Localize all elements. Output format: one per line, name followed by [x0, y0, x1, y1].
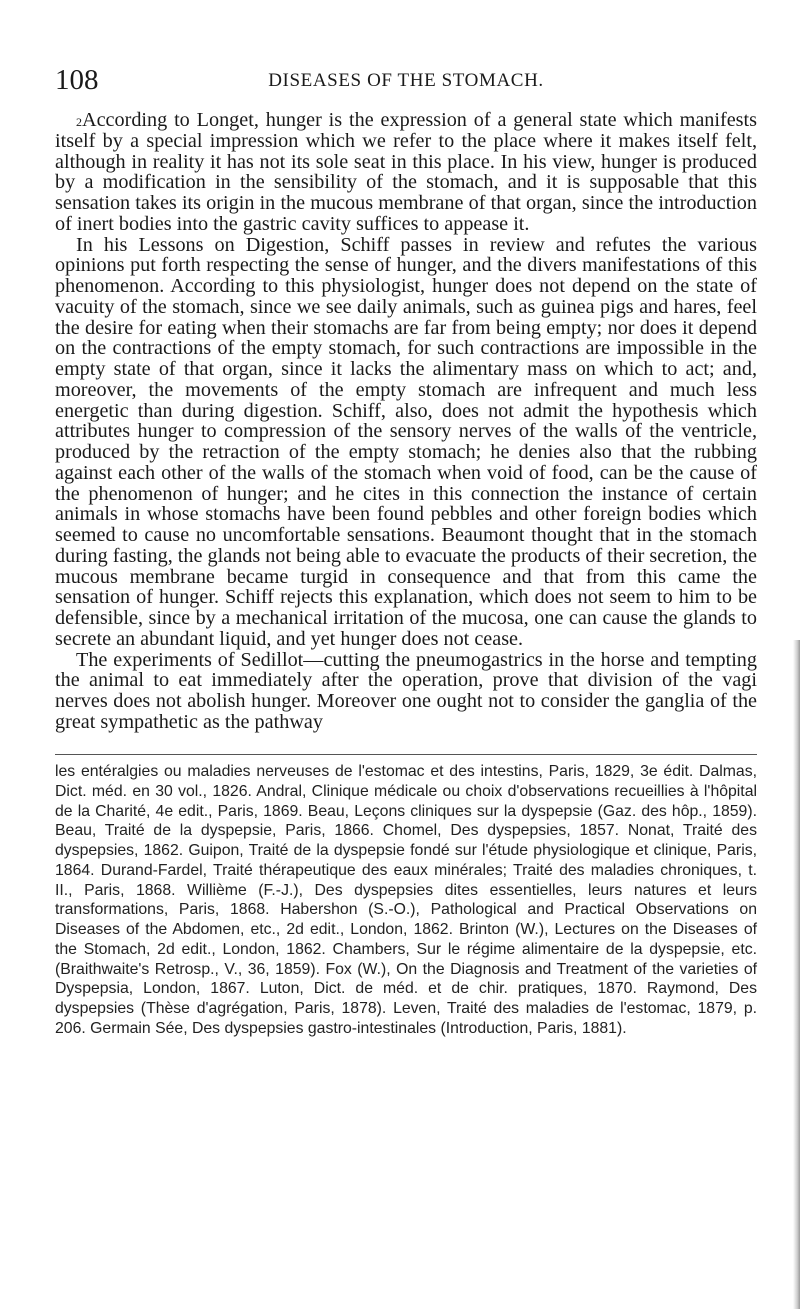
page-edge-shadow [793, 640, 800, 1309]
paragraph-text: According to Longet, hunger is the expression of a general state which manifests itself by a special impression which we refer to the place where it makes itself felt, although in reality it has not its sole seat in this place. In his view, hunger is produced by a modification in the sensibility of the stomach, and it is supposable that this sensation takes its origin in the mucous membrane of that organ, since the introduction of inert bodies into the gastric cavity suffices to appease it. [55, 109, 757, 235]
paragraph-sedillot: The experiments of Sedillot—cutting the pneumogastrics in the horse and tempting the animal to eat immediately after the operation, prove that division of the vagi nerves does not abolish hunger. Moreover one ought not to consider the ganglia of the great sympathetic as the pathway [55, 648, 757, 733]
footnote-text: les entéralgies ou maladies nerveuses de l'estomac et des intestins, Paris, 1829, 3e édit. Dalmas, Dict. méd. en 30 vol., 1826. Andral, Clinique médicale ou choix d'observations recueillies à l'hôpital de la Charité, 4e edit., Paris, 1869. Beau, Leçons cliniques sur la dyspepsie (Gaz. des hôp., 1859). Beau, Traité de la dyspepsie, Paris, 1866. Chomel, Des dyspepsies, 1857. Nonat, Traité des dyspepsies, 1862. Guipon, Traité de la dyspepsie fondé sur l'étude physiologique et clinique, Paris, 1864. Durand-Fardel, Traité thérapeutique des eaux minérales; Traité des maladies chroniques, t. II., Paris, 1868. Willième (F.-J.), Des dyspepsies dites essentielles, leurs natures et leurs transformations, Paris, 1868. Habershon (S.-O.), Pathological and Practical Observations on Diseases of the Abdomen, etc., 2d edit., London, 1862. Brinton (W.), Lectures on the Diseases of the Stomach, 2d edit., London, 1862. Chambers, Sur le régime alimentaire de la dyspepsie, etc. (Braithwaite's Retrosp., V., 36, 1859). Fox (W.), On the Diagnosis and Treatment of the varieties of Dyspepsia, London, 1867. Luton, Dict. de méd. et de chir. pratiques, 1870. Raymond, Des dyspepsies (Thèse d'agrégation, Paris, 1878). Leven, Traité des maladies de l'estomac, 1879, p. 206. Germain Sée, Des dyspepsies gastro-intestinales (Introduction, Paris, 1881). [55, 763, 757, 1037]
paragraph-schiff: In his Lessons on Digestion, Schiff passes in review and refutes the various opinions put forth respecting the sense of hunger, and the divers manifestations of this phenomenon. According to this physiologist, hunger does not depend on the state of vacuity of the stomach, since we see daily animals, such as guinea pigs and hares, feel the desire for eating when their stomachs are far from being empty; nor does it depend on the contractions of the empty stomach, for such contractions are impossible in the empty state of that organ, since it lacks the alimentary mass on which to act; and, moreover, the movements of the empty stomach are infrequent and much less energetic than during digestion. Schiff, also, does not admit the hypothesis which attributes hunger to compression of the sensory nerves of the walls of the ventricle, produced by the retraction of the empty stomach; he denies also that the rubbing against each other of the walls of the stomach when void of food, can be the cause of the phenomenon of hunger; and he cites in this connection the instance of certain animals in whose stomachs have been found pebbles and other foreign bodies which seemed to cause no uncomfortable sensations. Beaumont thought that in the stomach during fasting, the glands not being able to evacuate the products of their secretion, the mucous membrane became turgid in consequence and that from this came the sensation of hunger. Schiff rejects this explanation, which does not seem to him to be defensible, since by a mechanical irritation of the mucosa, one can cause the glands to secrete an abundant liquid, and yet hunger does not cease. [55, 233, 757, 650]
page-header [55, 62, 757, 98]
paragraph-longet [55, 110, 757, 235]
body-text [55, 110, 757, 733]
running-head: DISEASES OF THE STOMACH. [268, 70, 544, 91]
footnote-bibliography [55, 762, 757, 1039]
footnote-divider [55, 754, 757, 755]
footnote-marker: 2 [76, 115, 82, 129]
page-number: 108 [55, 64, 99, 96]
